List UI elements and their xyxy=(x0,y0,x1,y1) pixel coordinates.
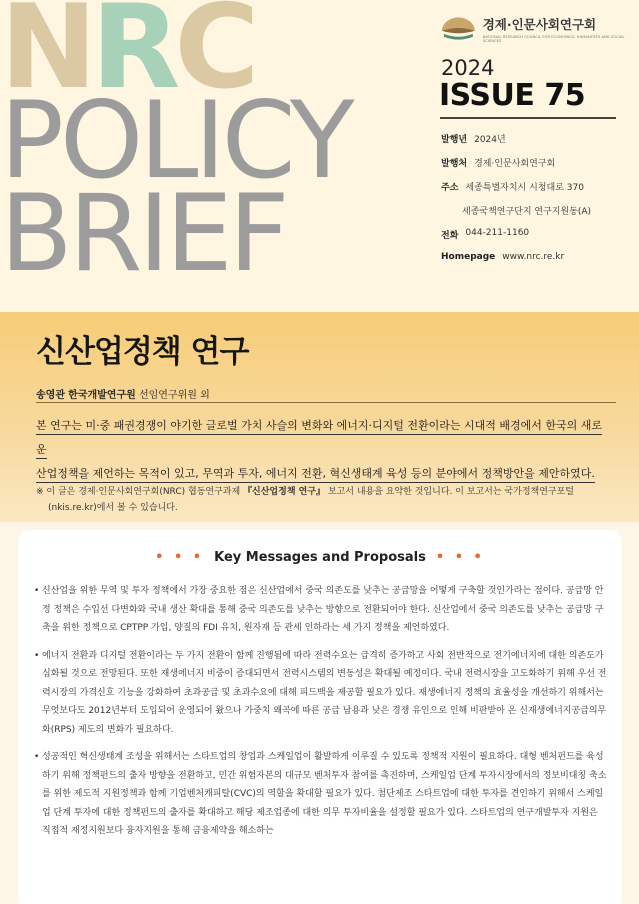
meta-value: 세종특별자치시 시청대로 370 xyxy=(465,183,584,193)
meta-value: 세종국책연구단지 연구지원동(A) xyxy=(462,207,592,217)
org-logo-block xyxy=(440,14,639,44)
abstract xyxy=(36,414,608,486)
meta-key: 주소 xyxy=(441,183,459,193)
note-text: 보고서 내용을 요약한 것입니다. 이 보고서는 국가정책연구포털 xyxy=(325,487,574,497)
org-subtitle: NATIONAL RESEARCH COUNCIL FOR ECONOMICS, HUMANITIES AND SOCIAL SCIENCES xyxy=(482,35,625,43)
meta-value: 경제·인문사회연구회 xyxy=(474,159,556,169)
brand-brief: BRIEF xyxy=(0,172,286,295)
org-logo-icon xyxy=(440,14,477,44)
brand-wordmark xyxy=(0,0,351,295)
publication-meta xyxy=(441,132,591,276)
issue-number: ISSUE 75 xyxy=(439,78,586,113)
meta-row-homepage xyxy=(441,252,591,276)
brand-letter-c: C xyxy=(174,0,254,115)
key-messages-title: Key Messages and Proposals xyxy=(214,550,426,565)
meta-value: 2024년 xyxy=(474,135,506,145)
meta-row-address-2 xyxy=(441,204,591,228)
list-item: • 신산업을 위한 무역 및 투자 정책에서 가장 중요한 점은 신산업에서 중국 의존도를 낮추는 공급망을 어떻게 구축할 것인가라는 점이다. 공급망 안정 정책은 수입선 다변화와 국내 생산 확대를 통해 중국 의존도를 낮추는 방향으로 전환되어야 한다. 신산업에서 중국 의존도를 낮추는 공급망 구축을 위한 정책으로 CPTPP 가입, 양질의 FDI 유치, 원자재 등 관세 인하라는 세 가지 정책을 제언하였다. xyxy=(34,582,609,638)
author-name: 송영관 xyxy=(36,390,65,401)
meta-value: 044-211-1160 xyxy=(465,228,530,238)
brand-policy: POLICY xyxy=(0,79,351,202)
abstract-line: 본 연구는 미·중 패권경쟁이 야기한 글로벌 가치 사슬의 변화와 에너지·디지털 전환이라는 시대적 배경에서 한국의 새로운 xyxy=(36,419,602,459)
meta-row-published xyxy=(441,132,591,156)
decor-dots: • • • xyxy=(435,550,485,565)
page-title: 신산업정책 연구 xyxy=(36,334,249,370)
key-messages-heading xyxy=(18,550,622,565)
issue-divider xyxy=(440,117,616,119)
note-text: ※ 이 글은 경제·인문사회연구회(NRC) 협동연구과제 xyxy=(36,487,244,497)
brand-letter-r: R xyxy=(91,0,175,115)
homepage-link[interactable]: www.nrc.re.kr xyxy=(502,252,565,262)
meta-row-publisher xyxy=(441,156,591,180)
meta-key: Homepage xyxy=(441,252,496,262)
author-line xyxy=(36,386,210,401)
key-messages-list xyxy=(34,582,609,850)
meta-key: 발행처 xyxy=(441,159,468,169)
meta-key: 전화 xyxy=(441,231,459,241)
list-item: • 성공적인 혁신생태계 조성을 위해서는 스타트업의 창업과 스케일업이 활발하게 이루질 수 있도록 정책적 지원이 필요하다. 대형 벤처펀드를 육성하기 위해 정책펀드의 출자 방향을 전환하고, 민간 위험자본의 대규모 벤처투자 참여를 촉진하며, 스케일업 단계 투자시장에서의 정보비대칭 축소를 위한 제도적 지원정책과 함께 기업벤처캐피탈(CVC)의 역할을 확대할 필요가 있다. 첨단제조 스타트업에 대한 투자를 견인하기 위해서 스케일업 단계 투자에 대한 정책펀드의 출자를 확대하고 해당 제조업종에 대한 의무 투자비율을 설정할 필요가 있다. 스타트업의 연구개발투자 지원은 직접적 재정지원보다 융자지원을 통해 금융제약을 해소하는 xyxy=(34,748,609,841)
key-messages-card xyxy=(18,530,622,904)
decor-dots: • • • xyxy=(155,550,205,565)
meta-row-phone xyxy=(441,228,591,252)
note-text: (nkis.re.kr)에서 볼 수 있습니다. xyxy=(48,503,178,513)
meta-row-address xyxy=(441,180,591,204)
brand-letter-n: N xyxy=(0,0,92,115)
abstract-line: 산업정책을 제언하는 목적이 있고, 무역과 투자, 에너지 전환, 혁신생태계 육성 등의 분야에서 정책방안을 제안하였다. xyxy=(36,467,595,483)
list-item: • 에너지 전환과 디지털 전환이라는 두 가지 전환이 함께 진행됨에 따라 전력수요는 급격히 증가하고 사회 전반적으로 전기에너지에 대한 의존도가 심화될 것으로 전망된다. 또한 재생에너지 비중이 증대되면서 전력시스템의 변동성은 확대될 예정이다. 국내 전력시장을 고도화하기 위해 우선 전력시장의 가격신호 기능을 강화하여 초과공급 및 초과수요에 대해 피드백을 제공할 필요가 있다. 재생에너지 정책의 효율성을 개선하기 위해서는 무엇보다도 2012년부터 도입되어 운영되어 왔으나 가중치 왜곡에 따른 공급 남용과 낮은 경쟁 유인으로 인해 비판받아 온 신재생에너지공급의무화(RPS) 제도의 변화가 필요하다. xyxy=(34,647,609,740)
header xyxy=(0,0,639,312)
org-name: 경제·인문사회연구회 xyxy=(482,17,597,32)
issue-year: 2024 xyxy=(441,56,495,80)
meta-key: 발행년 xyxy=(441,135,468,145)
source-note xyxy=(36,484,608,516)
author-divider xyxy=(36,402,616,403)
note-report-title: 『신산업정책 연구』 xyxy=(243,487,326,497)
author-affiliation: 한국개발연구원 xyxy=(68,390,136,401)
author-role: 선임연구위원 외 xyxy=(138,390,210,401)
